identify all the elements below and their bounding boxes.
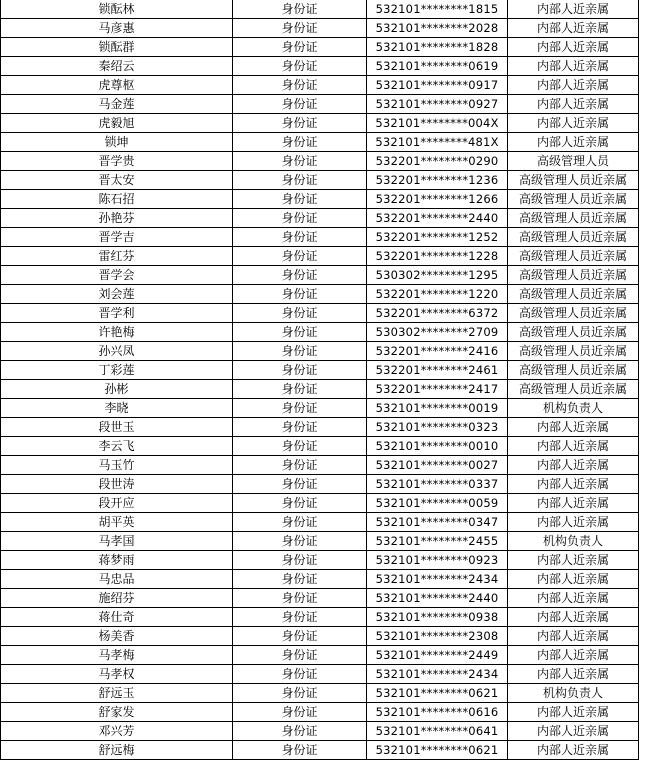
id-type-cell: 身份证 bbox=[233, 209, 367, 228]
name-cell: 蒋仕奇 bbox=[1, 608, 233, 627]
id-type-cell: 身份证 bbox=[233, 722, 367, 741]
name-cell: 许艳梅 bbox=[1, 323, 233, 342]
relation-cell: 内部人近亲属 bbox=[508, 418, 639, 437]
relation-cell: 机构负责人 bbox=[508, 399, 639, 418]
relation-cell: 内部人近亲属 bbox=[508, 133, 639, 152]
relation-cell: 高级管理人员近亲属 bbox=[508, 247, 639, 266]
name-cell: 陈石招 bbox=[1, 190, 233, 209]
id-number-cell: 532101********0337 bbox=[367, 475, 508, 494]
name-cell: 马忠品 bbox=[1, 570, 233, 589]
name-cell: 虎尊枢 bbox=[1, 76, 233, 95]
relation-cell: 高级管理人员近亲属 bbox=[508, 266, 639, 285]
id-number-cell: 532101********0641 bbox=[367, 722, 508, 741]
id-type-cell: 身份证 bbox=[233, 437, 367, 456]
name-cell: 晋学利 bbox=[1, 304, 233, 323]
relation-cell: 高级管理人员近亲属 bbox=[508, 209, 639, 228]
id-number-cell: 532201********1228 bbox=[367, 247, 508, 266]
table-row bbox=[1, 304, 639, 323]
id-type-cell: 身份证 bbox=[233, 171, 367, 190]
name-cell: 邓兴芳 bbox=[1, 722, 233, 741]
id-number-cell: 532101********481X bbox=[367, 133, 508, 152]
id-number-cell: 532101********0010 bbox=[367, 437, 508, 456]
table-row bbox=[1, 190, 639, 209]
id-type-cell: 身份证 bbox=[233, 228, 367, 247]
id-number-cell: 532101********0619 bbox=[367, 57, 508, 76]
table-row bbox=[1, 0, 639, 19]
relation-cell: 内部人近亲属 bbox=[508, 456, 639, 475]
id-type-cell: 身份证 bbox=[233, 266, 367, 285]
id-number-cell: 532101********2449 bbox=[367, 646, 508, 665]
id-type-cell: 身份证 bbox=[233, 418, 367, 437]
relation-cell: 内部人近亲属 bbox=[508, 57, 639, 76]
name-cell: 段开应 bbox=[1, 494, 233, 513]
relation-cell: 内部人近亲属 bbox=[508, 0, 639, 19]
table-row bbox=[1, 532, 639, 551]
table-row bbox=[1, 228, 639, 247]
table-row bbox=[1, 152, 639, 171]
table-row bbox=[1, 114, 639, 133]
name-cell: 马彦惠 bbox=[1, 19, 233, 38]
id-number-cell: 532101********2028 bbox=[367, 19, 508, 38]
relation-cell: 内部人近亲属 bbox=[508, 475, 639, 494]
id-type-cell: 身份证 bbox=[233, 475, 367, 494]
id-type-cell: 身份证 bbox=[233, 38, 367, 57]
table-row bbox=[1, 570, 639, 589]
table-row bbox=[1, 456, 639, 475]
relation-cell: 高级管理人员近亲属 bbox=[508, 285, 639, 304]
name-cell: 马金莲 bbox=[1, 95, 233, 114]
table-row bbox=[1, 76, 639, 95]
table-row bbox=[1, 513, 639, 532]
name-cell: 孙艳芬 bbox=[1, 209, 233, 228]
name-cell: 晋太安 bbox=[1, 171, 233, 190]
id-type-cell: 身份证 bbox=[233, 285, 367, 304]
name-cell: 李晓 bbox=[1, 399, 233, 418]
table-row bbox=[1, 380, 639, 399]
relation-cell: 高级管理人员近亲属 bbox=[508, 171, 639, 190]
relation-cell: 内部人近亲属 bbox=[508, 95, 639, 114]
name-cell: 段世玉 bbox=[1, 418, 233, 437]
name-cell: 锁坤 bbox=[1, 133, 233, 152]
relation-cell: 高级管理人员近亲属 bbox=[508, 190, 639, 209]
table-row bbox=[1, 171, 639, 190]
id-type-cell: 身份证 bbox=[233, 551, 367, 570]
relation-cell: 内部人近亲属 bbox=[508, 608, 639, 627]
id-number-cell: 532101********2434 bbox=[367, 570, 508, 589]
table-row bbox=[1, 722, 639, 741]
table-row bbox=[1, 133, 639, 152]
id-number-cell: 532201********1252 bbox=[367, 228, 508, 247]
name-cell: 锁酝林 bbox=[1, 0, 233, 19]
id-number-cell: 532101********2308 bbox=[367, 627, 508, 646]
table-row bbox=[1, 589, 639, 608]
name-cell: 马孝国 bbox=[1, 532, 233, 551]
id-type-cell: 身份证 bbox=[233, 532, 367, 551]
id-number-cell: 532101********0347 bbox=[367, 513, 508, 532]
relation-cell: 内部人近亲属 bbox=[508, 627, 639, 646]
relation-cell: 高级管理人员近亲属 bbox=[508, 361, 639, 380]
table-row bbox=[1, 475, 639, 494]
relation-cell: 高级管理人员近亲属 bbox=[508, 380, 639, 399]
id-type-cell: 身份证 bbox=[233, 361, 367, 380]
table-row bbox=[1, 684, 639, 703]
id-number-cell: 532101********2455 bbox=[367, 532, 508, 551]
id-type-cell: 身份证 bbox=[233, 456, 367, 475]
id-number-cell: 532201********2417 bbox=[367, 380, 508, 399]
id-number-cell: 532101********0616 bbox=[367, 703, 508, 722]
table-row bbox=[1, 57, 639, 76]
table-body bbox=[1, 0, 639, 760]
id-type-cell: 身份证 bbox=[233, 684, 367, 703]
name-cell: 舒远玉 bbox=[1, 684, 233, 703]
id-type-cell: 身份证 bbox=[233, 133, 367, 152]
id-number-cell: 532101********0323 bbox=[367, 418, 508, 437]
id-type-cell: 身份证 bbox=[233, 152, 367, 171]
table-row bbox=[1, 19, 639, 38]
id-type-cell: 身份证 bbox=[233, 323, 367, 342]
id-type-cell: 身份证 bbox=[233, 342, 367, 361]
table-row bbox=[1, 285, 639, 304]
id-number-cell: 532201********1236 bbox=[367, 171, 508, 190]
id-number-cell: 532101********0027 bbox=[367, 456, 508, 475]
id-number-cell: 532101********0019 bbox=[367, 399, 508, 418]
relation-cell: 内部人近亲属 bbox=[508, 114, 639, 133]
id-number-cell: 530302********2709 bbox=[367, 323, 508, 342]
relation-cell: 内部人近亲属 bbox=[508, 722, 639, 741]
id-type-cell: 身份证 bbox=[233, 589, 367, 608]
id-type-cell: 身份证 bbox=[233, 190, 367, 209]
id-number-cell: 532101********1815 bbox=[367, 0, 508, 19]
id-number-cell: 532101********2440 bbox=[367, 589, 508, 608]
relation-cell: 高级管理人员近亲属 bbox=[508, 323, 639, 342]
id-type-cell: 身份证 bbox=[233, 114, 367, 133]
relation-cell: 内部人近亲属 bbox=[508, 19, 639, 38]
name-cell: 段世涛 bbox=[1, 475, 233, 494]
id-type-cell: 身份证 bbox=[233, 608, 367, 627]
id-type-cell: 身份证 bbox=[233, 380, 367, 399]
relation-cell: 机构负责人 bbox=[508, 532, 639, 551]
relation-cell: 内部人近亲属 bbox=[508, 570, 639, 589]
table-row bbox=[1, 418, 639, 437]
table-row bbox=[1, 399, 639, 418]
id-type-cell: 身份证 bbox=[233, 19, 367, 38]
id-number-cell: 532201********1266 bbox=[367, 190, 508, 209]
table-row bbox=[1, 209, 639, 228]
name-cell: 雷红芬 bbox=[1, 247, 233, 266]
table-row bbox=[1, 551, 639, 570]
name-cell: 胡平英 bbox=[1, 513, 233, 532]
relation-cell: 内部人近亲属 bbox=[508, 703, 639, 722]
table-row bbox=[1, 361, 639, 380]
id-type-cell: 身份证 bbox=[233, 399, 367, 418]
id-type-cell: 身份证 bbox=[233, 627, 367, 646]
name-cell: 蒋梦雨 bbox=[1, 551, 233, 570]
relation-cell: 机构负责人 bbox=[508, 684, 639, 703]
name-cell: 舒家发 bbox=[1, 703, 233, 722]
table-row bbox=[1, 323, 639, 342]
id-type-cell: 身份证 bbox=[233, 665, 367, 684]
table-row bbox=[1, 741, 639, 760]
relation-cell: 内部人近亲属 bbox=[508, 551, 639, 570]
name-cell: 晋学会 bbox=[1, 266, 233, 285]
name-cell: 马玉竹 bbox=[1, 456, 233, 475]
id-number-cell: 532201********2461 bbox=[367, 361, 508, 380]
id-number-cell: 532201********0290 bbox=[367, 152, 508, 171]
name-cell: 舒远梅 bbox=[1, 741, 233, 760]
id-number-cell: 532101********0621 bbox=[367, 741, 508, 760]
id-type-cell: 身份证 bbox=[233, 95, 367, 114]
relation-cell: 内部人近亲属 bbox=[508, 513, 639, 532]
table-row bbox=[1, 95, 639, 114]
table-row bbox=[1, 646, 639, 665]
id-number-cell: 532101********1828 bbox=[367, 38, 508, 57]
id-number-cell: 532101********0621 bbox=[367, 684, 508, 703]
name-cell: 马孝权 bbox=[1, 665, 233, 684]
id-number-cell: 532201********1220 bbox=[367, 285, 508, 304]
id-type-cell: 身份证 bbox=[233, 513, 367, 532]
table-row bbox=[1, 247, 639, 266]
id-type-cell: 身份证 bbox=[233, 76, 367, 95]
relation-cell: 内部人近亲属 bbox=[508, 494, 639, 513]
name-cell: 锁酝群 bbox=[1, 38, 233, 57]
relation-cell: 内部人近亲属 bbox=[508, 665, 639, 684]
id-number-cell: 532101********0059 bbox=[367, 494, 508, 513]
name-cell: 施绍芬 bbox=[1, 589, 233, 608]
relation-cell: 高级管理人员 bbox=[508, 152, 639, 171]
id-type-cell: 身份证 bbox=[233, 247, 367, 266]
id-type-cell: 身份证 bbox=[233, 570, 367, 589]
table-row bbox=[1, 665, 639, 684]
table-row bbox=[1, 494, 639, 513]
name-cell: 虎毅旭 bbox=[1, 114, 233, 133]
name-cell: 杨美香 bbox=[1, 627, 233, 646]
id-number-cell: 532101********2434 bbox=[367, 665, 508, 684]
relation-cell: 内部人近亲属 bbox=[508, 38, 639, 57]
relation-cell: 内部人近亲属 bbox=[508, 741, 639, 760]
name-cell: 李云飞 bbox=[1, 437, 233, 456]
name-cell: 秦绍云 bbox=[1, 57, 233, 76]
id-number-cell: 532201********2416 bbox=[367, 342, 508, 361]
relation-cell: 高级管理人员近亲属 bbox=[508, 304, 639, 323]
id-type-cell: 身份证 bbox=[233, 0, 367, 19]
relation-cell: 内部人近亲属 bbox=[508, 76, 639, 95]
id-type-cell: 身份证 bbox=[233, 494, 367, 513]
relation-cell: 高级管理人员近亲属 bbox=[508, 342, 639, 361]
name-cell: 丁彩莲 bbox=[1, 361, 233, 380]
relation-cell: 高级管理人员近亲属 bbox=[508, 228, 639, 247]
id-number-cell: 532101********0927 bbox=[367, 95, 508, 114]
name-cell: 刘会莲 bbox=[1, 285, 233, 304]
id-type-cell: 身份证 bbox=[233, 703, 367, 722]
id-number-cell: 532101********0923 bbox=[367, 551, 508, 570]
relation-cell: 内部人近亲属 bbox=[508, 646, 639, 665]
name-cell: 马孝梅 bbox=[1, 646, 233, 665]
relation-cell: 内部人近亲属 bbox=[508, 589, 639, 608]
name-cell: 晋学贵 bbox=[1, 152, 233, 171]
id-number-cell: 532201********6372 bbox=[367, 304, 508, 323]
id-type-cell: 身份证 bbox=[233, 57, 367, 76]
id-type-cell: 身份证 bbox=[233, 741, 367, 760]
id-number-cell: 532201********2440 bbox=[367, 209, 508, 228]
id-number-cell: 532101********0917 bbox=[367, 76, 508, 95]
table-row bbox=[1, 342, 639, 361]
id-type-cell: 身份证 bbox=[233, 304, 367, 323]
table-row bbox=[1, 437, 639, 456]
table-row bbox=[1, 703, 639, 722]
table-row bbox=[1, 608, 639, 627]
name-cell: 孙彬 bbox=[1, 380, 233, 399]
name-cell: 孙兴凤 bbox=[1, 342, 233, 361]
id-number-cell: 530302********1295 bbox=[367, 266, 508, 285]
relation-cell: 内部人近亲属 bbox=[508, 437, 639, 456]
id-type-cell: 身份证 bbox=[233, 646, 367, 665]
table-row bbox=[1, 38, 639, 57]
id-number-cell: 532101********004X bbox=[367, 114, 508, 133]
table-row bbox=[1, 266, 639, 285]
name-cell: 晋学吉 bbox=[1, 228, 233, 247]
table-row bbox=[1, 627, 639, 646]
id-number-cell: 532101********0938 bbox=[367, 608, 508, 627]
